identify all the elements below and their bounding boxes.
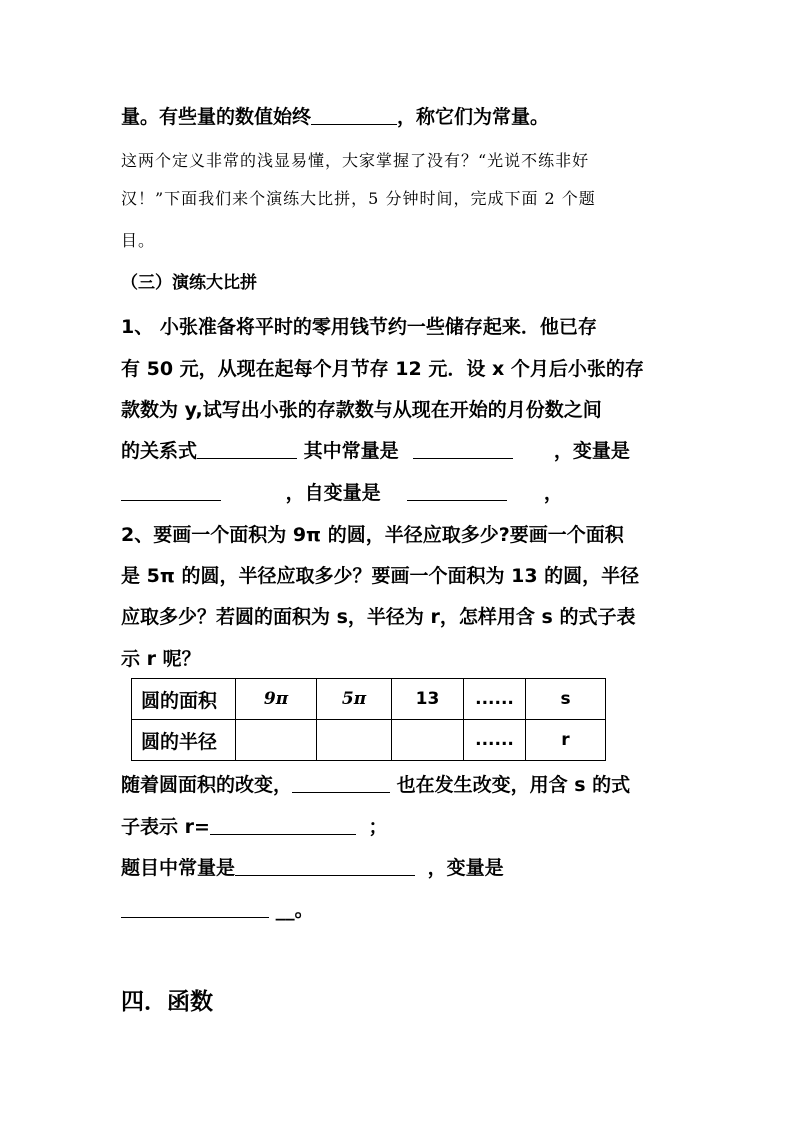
after-line-2-text-b: ； [368,816,388,838]
q1-line-2: 有 50 元，从现在起每个月节存 12 元．设 x 个月后小张的存 [121,358,644,380]
constant-blank-2[interactable] [235,859,415,876]
q2-line-3: 应取多少？若圆的面积为 s，半径为 r，怎样用含 s 的式子表 [121,606,636,628]
q1-independent-label: ，自变量是 [285,482,381,504]
after-line-3 [121,859,504,878]
q1-comma: ， [543,482,563,504]
table-row [132,679,606,720]
after-line-4 [121,901,314,920]
circle-table [131,678,606,761]
changing-quantity-blank[interactable] [292,776,390,793]
table-cell: 5π [317,679,392,720]
q1-relation-label: 的关系式 [121,440,198,462]
table-row [132,720,606,761]
section-3-heading: （三）演练大比拼 [121,273,257,293]
q1-line-5 [121,484,563,503]
q1-constant-label: 其中常量是 [303,440,399,462]
table-cell[interactable] [236,720,317,761]
table-cell: 圆的面积 [132,679,236,720]
table-cell: ...... [464,720,526,761]
after-line-3-text-a: 题目中常量是 [121,857,236,879]
table-cell[interactable] [317,720,392,761]
q1-variable-label: ，变量是 [553,440,630,462]
table-cell: r [526,720,606,761]
table-cell: 圆的半径 [132,720,236,761]
intro-line-1 [121,108,549,127]
section-4-heading: 四．函数 [121,988,213,1015]
answer-blank[interactable] [311,108,397,125]
intro-paragraph-line-2: 汉！”下面我们来个演练大比拼，5 分钟时间，完成下面 2 个题 [121,189,596,208]
table-cell: ...... [464,679,526,720]
intro-line-1-text-b: ，称它们为常量。 [397,106,550,128]
intro-line-1-text-a: 量。有些量的数值始终 [121,106,312,128]
after-line-1 [121,776,630,795]
after-line-4-end: __。 [275,899,314,921]
table-cell[interactable] [392,720,464,761]
q2-line-1: 2、要画一个面积为 9π 的圆，半径应取多少?要画一个面积 [121,524,624,546]
after-line-2 [121,818,388,837]
table-cell: s [526,679,606,720]
q2-line-4: 示 r 呢？ [121,648,201,670]
after-line-1-text-a: 随着圆面积的改变， [121,774,293,796]
q1-line-3: 款数为 y,试写出小张的存款数与从现在开始的月份数之间 [121,399,602,421]
formula-blank[interactable] [210,818,356,835]
constant-blank[interactable] [413,442,513,459]
table-cell: 13 [392,679,464,720]
table-cell: 9π [236,679,317,720]
q1-line-4 [121,442,630,461]
variable-blank[interactable] [121,484,221,501]
relation-blank[interactable] [197,442,297,459]
intro-paragraph-line-1: 这两个定义非常的浅显易懂，大家掌握了没有？“光说不练非好 [121,151,590,170]
q1-line-1: 1、 小张准备将平时的零用钱节约一些储存起来．他已存 [121,316,597,338]
q2-line-2: 是 5π 的圆，半径应取多少？要画一个面积为 13 的圆，半径 [121,565,640,587]
after-line-1-text-b: 也在发生改变，用含 s 的式 [396,774,631,796]
after-line-2-text-a: 子表示 r= [121,816,210,838]
intro-paragraph-line-3: 目。 [121,231,156,250]
variable-blank-2[interactable] [121,901,269,918]
after-line-3-text-b: ，变量是 [427,857,504,879]
independent-variable-blank[interactable] [407,484,507,501]
